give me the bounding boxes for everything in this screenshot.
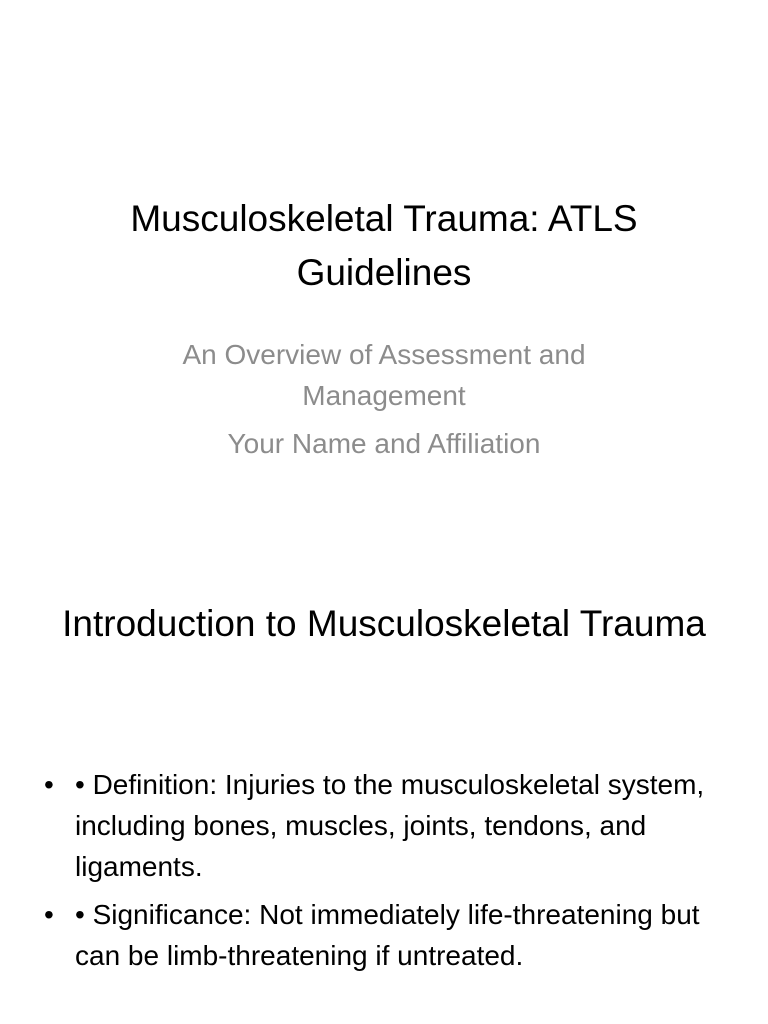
bullet-icon: • [44,899,54,930]
bullet-text: • Significance: Not immediately life-threatening but can be limb-threatening if untreated. [75,899,700,971]
bullet-text: • Definition: Injuries to the musculoskeletal system, including bones, muscles, joints, tendons, and ligaments. [75,769,705,882]
bullet-item [40,894,710,976]
bullet-item [40,764,710,887]
presenter-line: Your Name and Affiliation [227,428,541,459]
slide-subtitle [100,334,668,464]
slide-title: Musculoskeletal Trauma: ATLS Guidelines [130,198,638,293]
content-slide [0,576,768,1024]
slide-title: Introduction to Musculoskeletal Trauma [62,603,706,644]
bullet-icon: • [44,769,54,800]
subtitle-line: An Overview of Assessment and Management [182,339,586,411]
bullet-list [40,764,710,983]
